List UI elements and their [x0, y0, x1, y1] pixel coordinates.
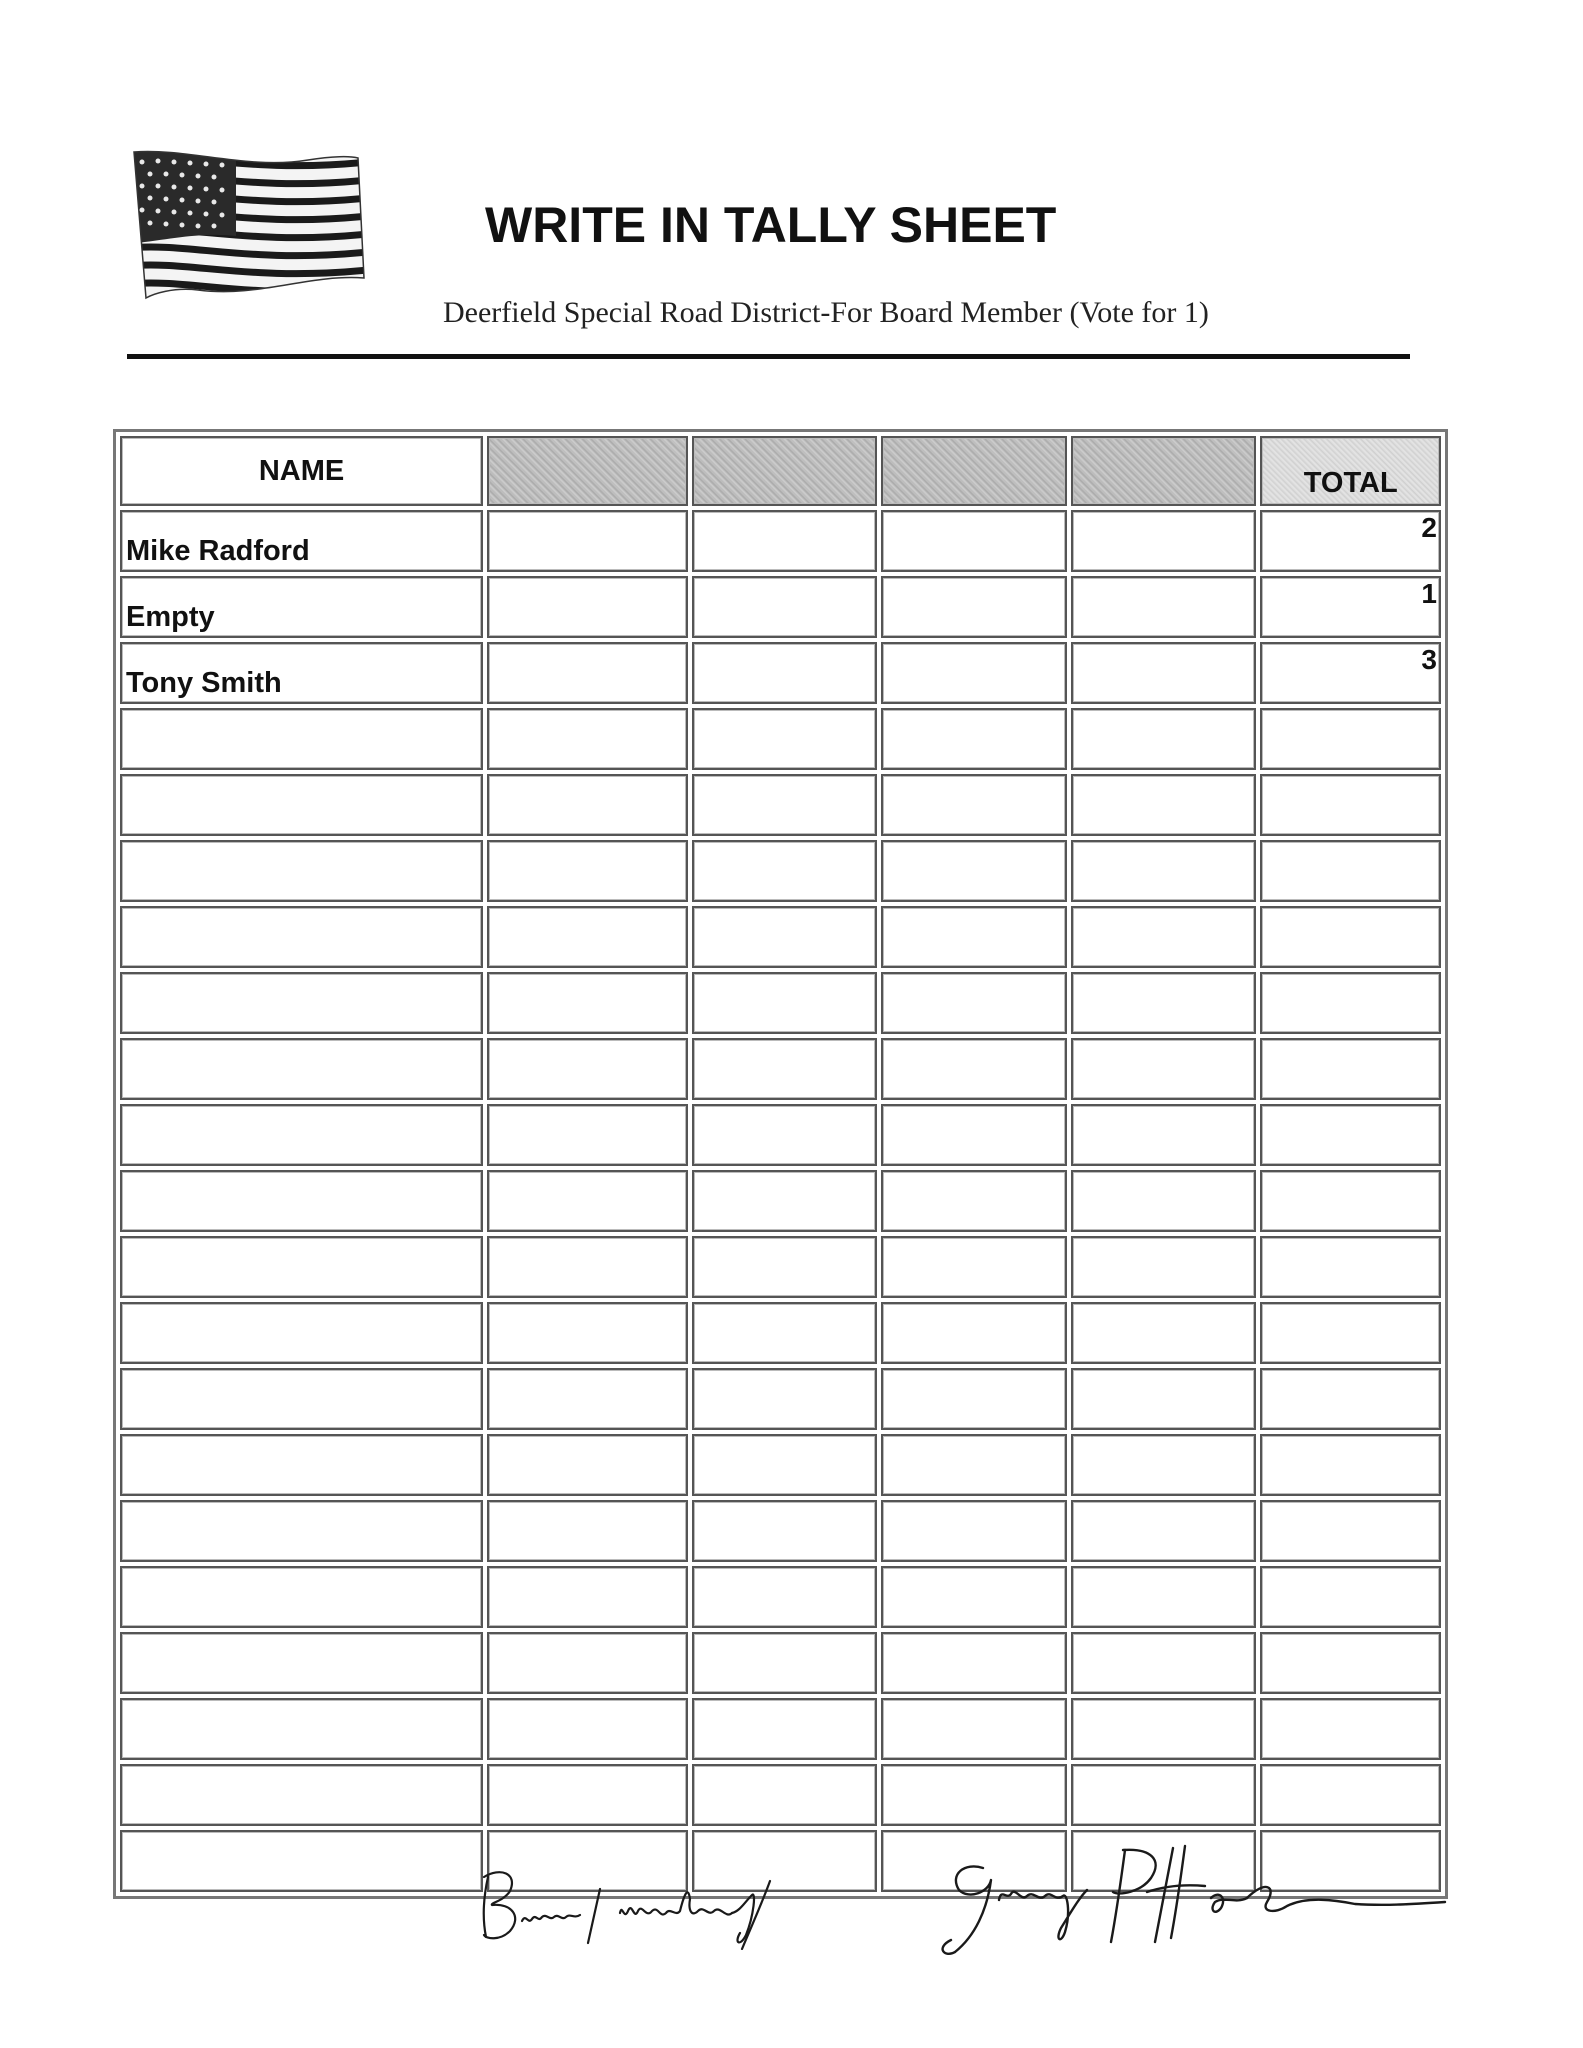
candidate-name-cell [120, 1368, 483, 1430]
tally-cell [881, 1632, 1067, 1694]
tally-cell [881, 1698, 1067, 1760]
tally-cell [881, 1764, 1067, 1826]
total-cell [1260, 1302, 1441, 1364]
tally-cell [881, 1302, 1067, 1364]
tally-cell [881, 1368, 1067, 1430]
tally-cell [487, 1038, 688, 1100]
tally-cell [487, 1104, 688, 1166]
candidate-name-cell: Mike Radford [120, 510, 483, 572]
tally-cell [881, 510, 1067, 572]
tally-cell [881, 1500, 1067, 1562]
column-header-total [1260, 436, 1441, 506]
candidate-name-cell [120, 840, 483, 902]
candidate-name-cell [120, 1302, 483, 1364]
total-cell [1260, 708, 1441, 770]
tally-cell [487, 576, 688, 638]
tally-cell [1071, 1236, 1257, 1298]
tally-cell [881, 1236, 1067, 1298]
candidate-name-cell [120, 906, 483, 968]
candidate-name-cell [120, 1104, 483, 1166]
tally-cell [692, 642, 878, 704]
tally-cell [487, 642, 688, 704]
tally-cell [1071, 642, 1257, 704]
table-row [120, 1104, 1441, 1166]
total-cell [1260, 1632, 1441, 1694]
tally-cell [487, 972, 688, 1034]
total-cell [1260, 1764, 1441, 1826]
tally-cell [692, 1632, 878, 1694]
tally-cell [692, 1764, 878, 1826]
table-row [120, 642, 1441, 704]
tally-cell [692, 972, 878, 1034]
column-header-total-label: TOTAL [1303, 467, 1398, 499]
tally-cell [1071, 1764, 1257, 1826]
candidate-name-cell [120, 1170, 483, 1232]
tally-cell [692, 1500, 878, 1562]
total-cell [1260, 972, 1441, 1034]
tally-cell [881, 1170, 1067, 1232]
tally-cell [487, 1764, 688, 1826]
column-header-shaded [487, 436, 688, 506]
handwritten-signature-left [470, 1855, 800, 1950]
candidate-name-cell [120, 1566, 483, 1628]
tally-cell [692, 1170, 878, 1232]
table-row [120, 576, 1441, 638]
table-row [120, 1500, 1441, 1562]
tally-cell [487, 1698, 688, 1760]
total-cell [1260, 1038, 1441, 1100]
tally-cell [881, 1104, 1067, 1166]
tally-cell [692, 1566, 878, 1628]
candidate-name-cell [120, 1434, 483, 1496]
tally-cell [1071, 510, 1257, 572]
table-row [120, 1698, 1441, 1760]
tally-cell [487, 1236, 688, 1298]
tally-cell [487, 1434, 688, 1496]
tally-cell [881, 972, 1067, 1034]
total-cell [1260, 1170, 1441, 1232]
tally-cell [487, 840, 688, 902]
tally-cell [692, 1368, 878, 1430]
tally-cell [487, 1632, 688, 1694]
tally-cell [881, 1038, 1067, 1100]
tally-cell [1071, 972, 1257, 1034]
tally-cell [487, 1500, 688, 1562]
page-subtitle: Deerfield Special Road District-For Board Member (Vote for 1) [443, 296, 1209, 329]
tally-cell [1071, 1698, 1257, 1760]
tally-cell [487, 1170, 688, 1232]
tally-cell [692, 1104, 878, 1166]
total-cell [1260, 906, 1441, 968]
tally-cell [692, 510, 878, 572]
tally-cell [692, 774, 878, 836]
tally-cell [881, 576, 1067, 638]
table-row [120, 972, 1441, 1034]
total-cell [1260, 1104, 1441, 1166]
table-row [120, 1434, 1441, 1496]
table-row [120, 774, 1441, 836]
column-header-shaded [1071, 436, 1257, 506]
candidate-name-cell [120, 708, 483, 770]
tally-cell [881, 906, 1067, 968]
tally-cell [692, 1434, 878, 1496]
tally-cell [692, 1302, 878, 1364]
tally-cell [692, 708, 878, 770]
tally-cell [1071, 1170, 1257, 1232]
tally-cell [692, 1698, 878, 1760]
tally-cell [1071, 774, 1257, 836]
table-row [120, 1566, 1441, 1628]
tally-cell [487, 708, 688, 770]
candidate-name-cell [120, 1038, 483, 1100]
tally-cell [881, 642, 1067, 704]
tally-cell [692, 576, 878, 638]
header-divider [127, 354, 1410, 359]
total-cell: 3 [1260, 642, 1441, 704]
table-row [120, 1632, 1441, 1694]
table-row [120, 840, 1441, 902]
table-row [120, 1038, 1441, 1100]
tally-cell [1071, 906, 1257, 968]
candidate-name-cell [120, 972, 483, 1034]
candidate-name-cell [120, 1830, 483, 1892]
total-cell [1260, 1368, 1441, 1430]
table-header-row [120, 436, 1441, 506]
tally-cell [1071, 576, 1257, 638]
column-header-shaded [881, 436, 1067, 506]
tally-cell [1071, 1038, 1257, 1100]
tally-cell [1071, 1566, 1257, 1628]
tally-cell [487, 906, 688, 968]
column-header-shaded [692, 436, 878, 506]
candidate-name-cell: Tony Smith [120, 642, 483, 704]
table-row [120, 1236, 1441, 1298]
tally-table [113, 429, 1448, 1899]
tally-cell [1071, 1434, 1257, 1496]
table-row [120, 1764, 1441, 1826]
total-cell [1260, 1500, 1441, 1562]
column-header-name: NAME [120, 436, 483, 506]
tally-cell [692, 1038, 878, 1100]
tally-cell [692, 840, 878, 902]
candidate-name-cell [120, 1500, 483, 1562]
tally-cell [1071, 1368, 1257, 1430]
candidate-name-cell [120, 1698, 483, 1760]
total-cell [1260, 774, 1441, 836]
table-row [120, 708, 1441, 770]
tally-cell [487, 510, 688, 572]
candidate-name-cell [120, 774, 483, 836]
tally-cell [692, 1236, 878, 1298]
candidate-name-cell [120, 1632, 483, 1694]
tally-cell [881, 840, 1067, 902]
total-cell [1260, 1434, 1441, 1496]
total-cell [1260, 840, 1441, 902]
tally-cell [1071, 1104, 1257, 1166]
total-cell [1260, 1236, 1441, 1298]
tally-cell [1071, 708, 1257, 770]
tally-cell [487, 774, 688, 836]
candidate-name-cell: Empty [120, 576, 483, 638]
tally-body [120, 510, 1441, 1892]
total-cell [1260, 1698, 1441, 1760]
tally-cell [1071, 1500, 1257, 1562]
table-row [120, 510, 1441, 572]
table-row [120, 1170, 1441, 1232]
candidate-name-cell [120, 1236, 483, 1298]
tally-cell [881, 708, 1067, 770]
total-cell: 1 [1260, 576, 1441, 638]
total-cell [1260, 1566, 1441, 1628]
tally-cell [487, 1302, 688, 1364]
tally-cell [1071, 1302, 1257, 1364]
tally-cell [487, 1368, 688, 1430]
tally-cell [487, 1566, 688, 1628]
tally-cell [1071, 1632, 1257, 1694]
table-row [120, 1302, 1441, 1364]
tally-cell [1071, 840, 1257, 902]
page-title: WRITE IN TALLY SHEET [485, 197, 1057, 253]
candidate-name-cell [120, 1764, 483, 1826]
table-row [120, 906, 1441, 968]
american-flag-icon [128, 148, 368, 308]
tally-cell [881, 1434, 1067, 1496]
handwritten-signature-right [915, 1840, 1455, 1960]
tally-cell [881, 1566, 1067, 1628]
table-row [120, 1368, 1441, 1430]
tally-cell [692, 906, 878, 968]
total-cell: 2 [1260, 510, 1441, 572]
tally-cell [881, 774, 1067, 836]
